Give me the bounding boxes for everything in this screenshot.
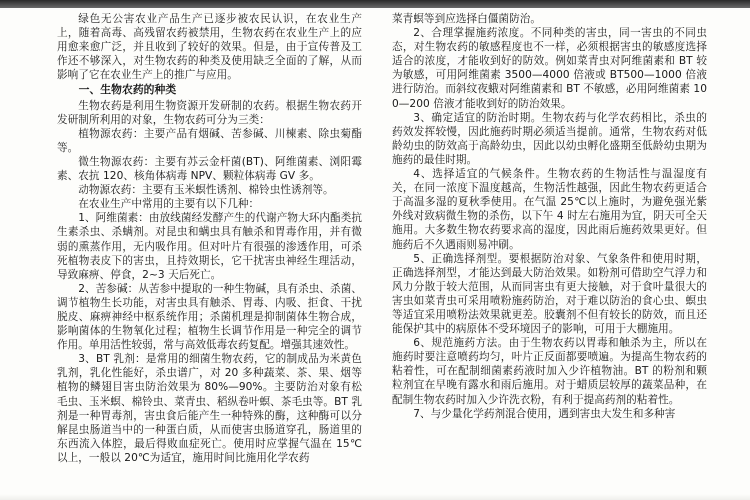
- list-item-paragraph: 2、合理掌握施药浓度。不同种类的害虫，同一害虫的不同虫态，对生物农药的敏感程度也不一样，必须根据害虫的敏感度选择适合的浓度，才能收到好的防效。例如菜青虫对阿维菌素和 BT 较为敏感，可用阿维菌素 3500—4000 倍液或 BT500—1000 倍液进行防治。而斜纹夜蛾对阿维菌素和 BT 不敏感，必用阿维菌素 100—200 倍液才能收到好的防治效果。: [392, 27, 707, 110]
- continuation-paragraph: 菜青螟等到应选择白僵菌防治。: [392, 13, 542, 25]
- list-item-paragraph: 7、与少量化学药剂混合使用，遇到害虫大发生和多种害: [413, 407, 676, 420]
- page-edge-shadow: [0, 494, 750, 500]
- list-item-paragraph: 3、BT 乳剂：是常用的细菌生物农药，它的制成品为米黄色乳剂，乳化性能好，杀虫谱广，对 20 多种蔬菜、茶、果、烟等植物的鳞翅目害虫防治效果为 80%—90%。主要防治对象有松毛虫、玉米螟、棉铃虫、菜青虫、稻纵卷叶螟、茶毛虫等。BT 乳剂是一种胃毒剂，害虫食后能产生一种特殊的酶，这种酶可以分解昆虫肠道当中的一种蛋白质，从而使害虫肠道穿孔，肠道里的东西流入体腔，最后得败血症死亡。使用时应掌握气温在 15℃以上，一般以 20℃为适宜，施用时间比施用化学农药: [57, 353, 362, 464]
- list-item-paragraph: 1、阿维菌素：由放线菌经发酵产生的代谢产物大环内酯类抗生素杀虫、杀螨剂。对昆虫和螨虫具有触杀和胃毒作用，并有微弱的熏蒸作用，无内吸作用。但对叶片有很强的渗透作用，可杀死植物表皮下的害虫，且持效期长，它干扰害虫神经生理活动，导致麻痹、停食，2~3 天后死亡。: [57, 212, 362, 281]
- body-paragraph: 植物源农药：主要产品有烟碱、苦参碱、川楝素、除虫菊酯等。: [57, 127, 362, 154]
- list-item-paragraph: 4、选择适宜的气候条件。生物农药的生物活性与温湿度有关，在同一浓度下温度越高，生物活性越强，因此生物农药更适合于高温多湿的夏秋季使用。在气温 25℃以上施时，为避免强光紫外线对致病微生物的杀伤，以下午 4 时左右施用为宜，阴天可全天施用。大多数生物农药要求高的湿度，因此雨后施药效果更好。但施药后不久遇雨则易冲刷。: [392, 168, 707, 251]
- body-paragraph: 微生物源农药：主要有苏云金杆菌(BT)、阿维菌素、浏阳霉素、农抗 120、核角体病毒 NPV、颗粒体病毒 GV 多。: [57, 155, 362, 183]
- section-heading: 一、生物农药的种类: [78, 83, 177, 97]
- list-item-paragraph: 5、正确选择剂型。要根据防治对象、气象条件和使用时期，正确选择剂型，才能达到最大防治效果。如粉剂可借助空气浮力和风力分散于较大范围，从而同害虫有更大接触，对于食叶量很大的害虫如菜青虫可采用喷粉施药防治，对于难以防治的食心虫、螟虫等适宜采用喷粉法效果就更差。胶囊剂不但有较长的防效，而且还能保护其中的病原体不受环境因子的影响，可用于大棚施用。: [392, 252, 707, 336]
- body-paragraph: 生物农药是利用生物资源开发研制的农药。根据生物农药开发研制所利用的对象，生物农药可分为三类：: [57, 99, 362, 126]
- list-item-paragraph: 6、规范施药方法。由于生物农药以胃毒和触杀为主，所以在施药时要注意喷药均匀，叶片正反面都要喷遍。为提高生物农药的粘着性，可在配制细菌素药液时加入少许植物油。BT 的粉剂和颗粒剂宜在早晚有露水和雨后施用。对于蜡质层较厚的蔬菜品种，在配制生物农药时加入少许洗衣粉，有利于提高药剂的粘着性。: [392, 337, 707, 406]
- article-column-right: [392, 12, 707, 500]
- body-paragraph: 在农业生产中常用的主要有以下几种：: [78, 198, 260, 211]
- article-column-left: [57, 12, 362, 500]
- list-item-paragraph: 3、确定适宜的防治时期。生物农药与化学农药相比，杀虫的药效发挥较慢，因此施药时期必须适当提前。通常，生物农药对低龄幼虫的防效高于高龄幼虫，因此以幼虫孵化盛期至低龄幼虫期为施药的最佳时期。: [392, 111, 707, 166]
- list-item-paragraph: 2、苦参碱：从苦参中提取的一种生物碱，具有杀虫、杀菌、调节植物生长功能，对害虫具有触杀、胃毒、内吸、拒食、干扰脱皮、麻痹神经中枢系统作用；杀菌机理是抑制菌体生物合成，影响菌体的生物氧化过程；植物生长调节作用是一种完全的调节作用。单用活性较弱，常与高效低毒农药复配。增强其速效性。: [57, 282, 362, 352]
- body-paragraph: 动物源农药：主要有玉米螟性诱剂、棉铃虫性诱剂等。: [78, 184, 334, 197]
- intro-paragraph: 绿色无公害农业产品生产已逐步被农民认识，在农业生产上，随着高毒、高残留农药被禁用，生物农药在农业生产上的应用愈来愈广泛，并且收到了较好的效果。但是，由于宣传普及工作还不够深入，对生物农药的种类及使用缺乏全面的了解，从而影响了它在农业生产上的推广与应用。: [57, 13, 362, 82]
- header-band: [0, 0, 750, 8]
